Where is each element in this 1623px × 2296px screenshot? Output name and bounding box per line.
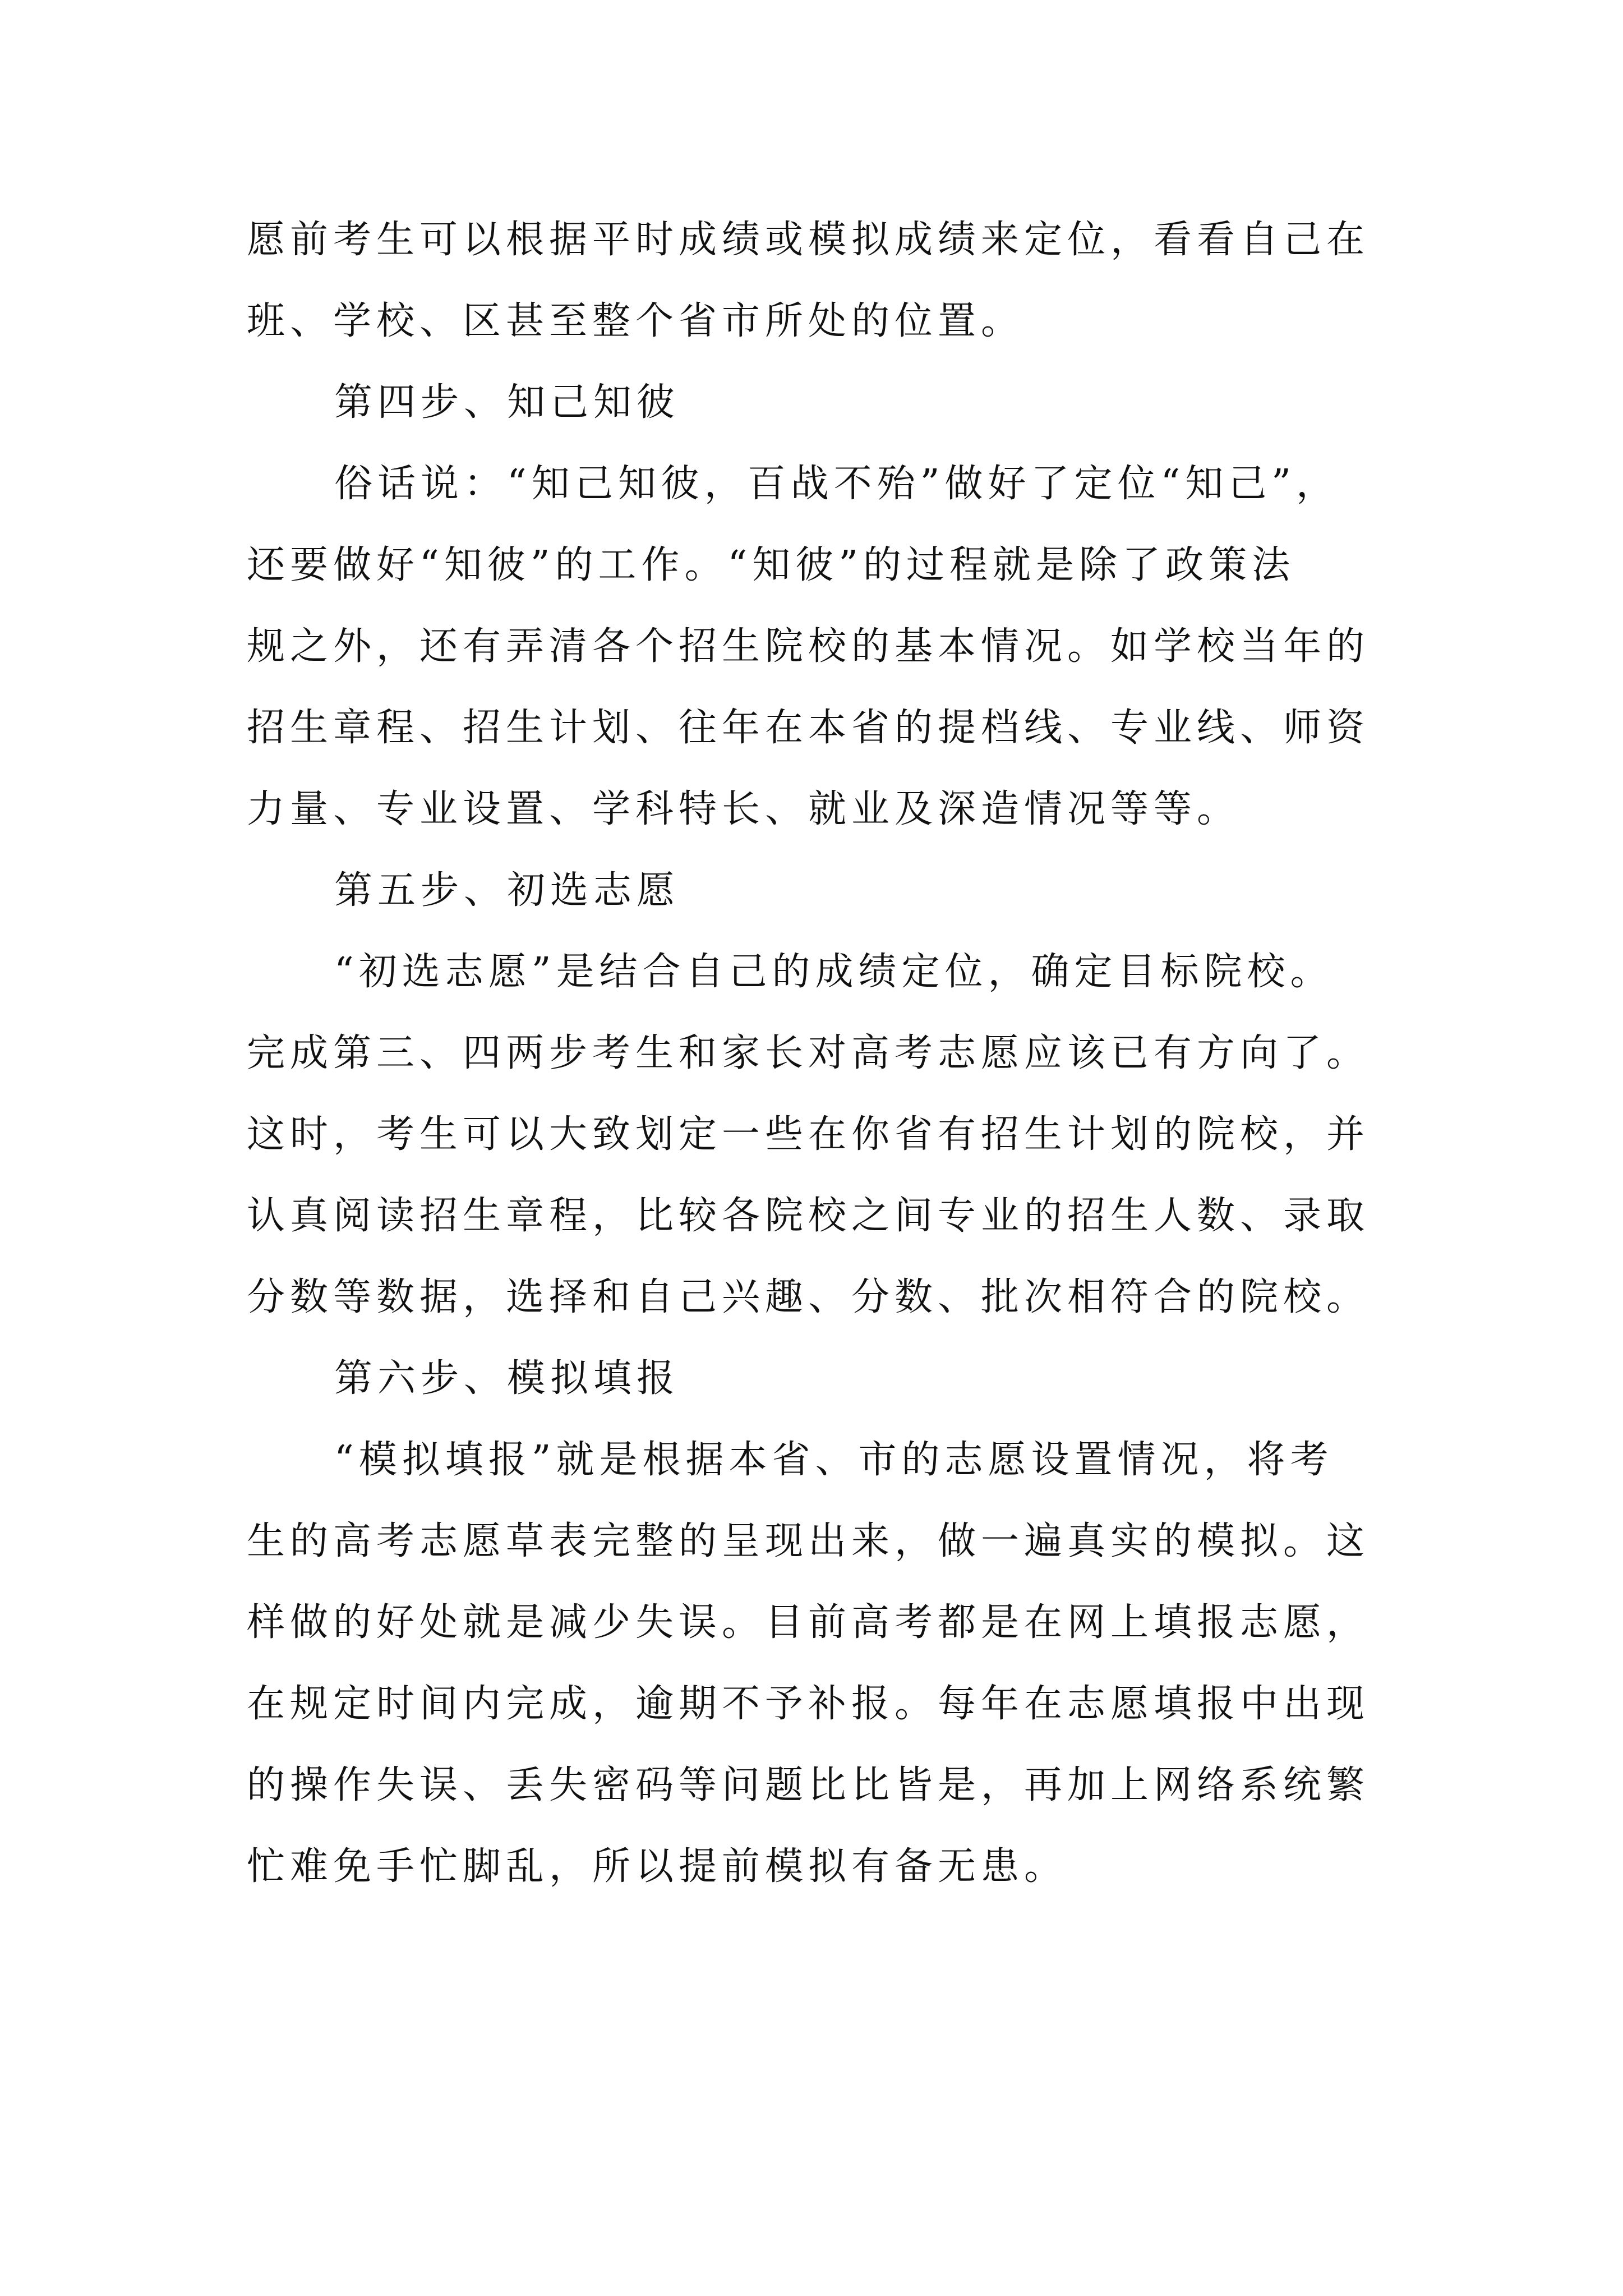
body-text-line: 俗话说：“知己知彼，百战不殆”做好了定位“知己”， [334, 462, 1340, 506]
section-heading-step-5: 第五步、初选志愿 [334, 868, 680, 913]
body-text-line: 这时，考生可以大致划定一些在你省有招生计划的院校，并 [247, 1112, 1370, 1157]
body-text-line: 分数等数据，选择和自己兴趣、分数、批次相符合的院校。 [247, 1275, 1370, 1319]
body-text-line: 招生章程、招生计划、往年在本省的提档线、专业线、师资 [247, 706, 1370, 750]
body-text-line: 还要做好“知彼”的工作。“知彼”的过程就是除了政策法 [247, 543, 1295, 587]
body-text-line: 规之外，还有弄清各个招生院校的基本情况。如学校当年的 [247, 624, 1370, 669]
body-text-line: 的操作失误、丢失密码等问题比比皆是，再加上网络系统繁 [247, 1763, 1370, 1807]
body-text-line: 在规定时间内完成，逾期不予补报。每年在志愿填报中出现 [247, 1682, 1370, 1726]
body-text-line: 力量、专业设置、学科特长、就业及深造情况等等。 [247, 787, 1241, 831]
section-heading-step-4: 第四步、知己知彼 [334, 380, 680, 425]
body-text-line: 生的高考志愿草表完整的呈现出来，做一遍真实的模拟。这 [247, 1519, 1370, 1563]
body-text-line: “模拟填报”就是根据本省、市的志愿设置情况，将考 [334, 1438, 1334, 1482]
body-text-line: 忙难免手忙脚乱，所以提前模拟有备无患。 [247, 1844, 1068, 1889]
body-text-line: 样做的好处就是减少失误。目前高考都是在网上填报志愿， [247, 1600, 1370, 1645]
body-text-line: 认真阅读招生章程，比较各院校之间专业的招生人数、录取 [247, 1194, 1370, 1238]
body-text-line: 完成第三、四两步考生和家长对高考志愿应该已有方向了。 [247, 1031, 1370, 1075]
section-heading-step-6: 第六步、模拟填报 [334, 1356, 680, 1401]
body-text-line: “初选志愿”是结合自己的成绩定位，确定目标院校。 [334, 950, 1334, 994]
body-text-line: 愿前考生可以根据平时成绩或模拟成绩来定位，看看自己在 [247, 218, 1370, 262]
body-text-line: 班、学校、区甚至整个省市所处的位置。 [247, 299, 1025, 343]
